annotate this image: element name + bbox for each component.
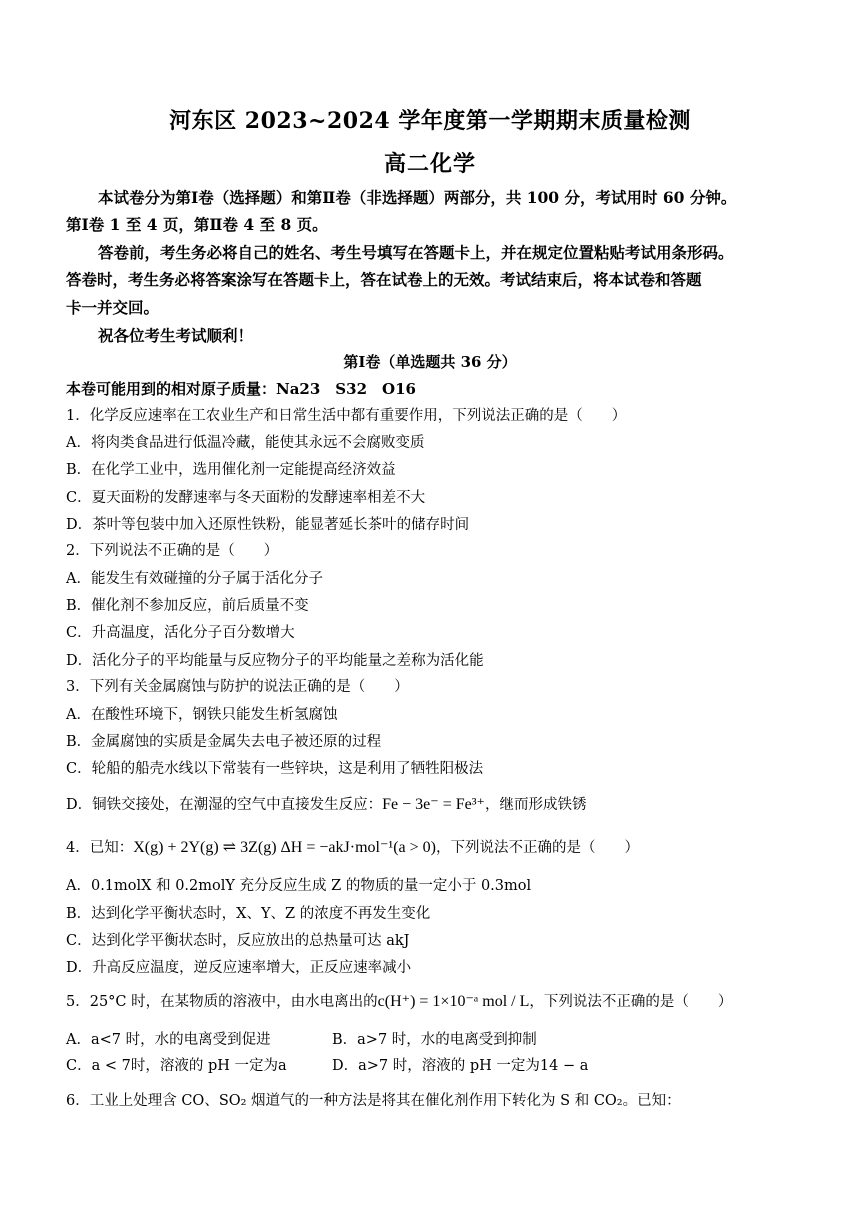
q4-option-d: D．升高反应温度，逆反应速率增大，正反应速率减小 [66, 960, 412, 976]
q3-option-d-pre: D．铜铁交接处，在潮湿的空气中直接发生反应： [66, 797, 383, 813]
q3-stem: 3．下列有关金属腐蚀与防护的说法正确的是（ ） [66, 679, 409, 695]
q1-option-a: A．将肉类食品进行低温冷藏，能使其永远不会腐败变质 [66, 435, 425, 451]
q3-option-d-formula: Fe − 3e⁻ = Fe³⁺ [382, 796, 485, 813]
q1-stem: 1．化学反应速率在工农业生产和日常生活中都有重要作用，下列说法正确的是（ ） [66, 408, 627, 424]
q5-option-c: C．a < 7时，溶液的 pH 一定为a [66, 1058, 287, 1074]
q6-stem: 6．工业上处理含 CO、SO₂ 烟道气的一种方法是将其在催化剂作用下转化为 S 和 CO₂。已知： [66, 1093, 681, 1109]
q2-stem [66, 539, 278, 560]
q2-stem-emphasis: 不正确 [147, 543, 192, 559]
q4-stem-post: ，下列说法不正确的是（ ） [435, 840, 639, 856]
q4-option-c: C．达到化学平衡状态时，反应放出的总热量可达 akJ [66, 933, 410, 949]
intro-line-5: 卡一并交回。 [66, 298, 160, 317]
q1-option-d: D．茶叶等包装中加入还原性铁粉，能显著延长茶叶的储存时间 [66, 517, 470, 533]
intro-line-2: 第Ⅰ卷 1 至 4 页，第Ⅱ卷 4 至 8 页。 [66, 215, 328, 234]
q4-option-a: A．0.1molX 和 0.2molY 充分反应生成 Z 的物质的量一定小于 0.3mol [66, 878, 532, 894]
q2-option-b: B．催化剂不参加反应，前后质量不变 [66, 598, 309, 614]
q5-stem [66, 990, 732, 1011]
q5-stem-post: ，下列说法不正确的是（ ） [529, 994, 733, 1010]
q5-option-d: D．a>7 时，溶液的 pH 一定为14 − a [332, 1058, 589, 1074]
q5-option-b: B．a>7 时，水的电离受到抑制 [332, 1032, 537, 1048]
q4-stem-pre: 4．已知： [66, 840, 134, 856]
q3-option-b: B．金属腐蚀的实质是金属失去电子被还原的过程 [66, 734, 382, 750]
atomic-masses: 本卷可能用到的相对原子质量：Na23 S32 O16 [66, 380, 416, 398]
q4-stem [66, 836, 639, 857]
intro-line-1: 本试卷分为第Ⅰ卷（选择题）和第Ⅱ卷（非选择题）两部分，共 100 分，考试用时 60 分钟。 [98, 188, 737, 207]
intro-wish: 祝各位考生考试顺利！ [98, 326, 254, 345]
q1-option-c: C．夏天面粉的发酵速率与冬天面粉的发酵速率相差不大 [66, 490, 426, 506]
q3-option-d [66, 793, 586, 814]
q3-option-c: C．轮船的船壳水线以下常装有一些锌块，这是利用了牺牲阳极法 [66, 761, 484, 777]
intro-line-3: 答卷前，考生务必将自己的姓名、考生号填写在答题卡上，并在规定位置粘贴考试用条形码。 [98, 243, 734, 262]
q2-stem-pre: 2．下列说法 [66, 543, 148, 559]
exam-title: 河东区 2023~2024 学年度第一学期期末质量检测 [169, 108, 691, 134]
q4-equation: X(g) + 2Y(g) ⇌ 3Z(g) ΔH = −akJ·mol⁻¹(a > 0) [133, 839, 436, 856]
q2-stem-post: 的是（ ） [191, 543, 279, 559]
q5-stem-pre: 5．25°C 时，在某物质的溶液中，由水电离出的 [66, 994, 378, 1010]
subject-title: 高二化学 [383, 151, 476, 177]
q4-option-b: B．达到化学平衡状态时，X、Y、Z 的浓度不再发生变化 [66, 906, 431, 922]
q1-option-b: B．在化学工业中，选用催化剂一定能提高经济效益 [66, 462, 396, 478]
q2-option-c: C．升高温度，活化分子百分数增大 [66, 625, 295, 641]
q2-option-d: D．活化分子的平均能量与反应物分子的平均能量之差称为活化能 [66, 653, 484, 669]
q3-option-d-post: ，继而形成铁锈 [484, 797, 587, 813]
q3-option-a: A．在酸性环境下，钢铁只能发生析氢腐蚀 [66, 707, 338, 723]
intro-line-4: 答卷时，考生务必将答案涂写在答题卡上，答在试卷上的无效。考试结束后，将本试卷和答题 [66, 270, 702, 289]
q5-concentration: c(H⁺) = 1×10⁻ᵃ mol / L [377, 993, 530, 1010]
q2-option-a: A．能发生有效碰撞的分子属于活化分子 [66, 571, 323, 587]
section-title: 第Ⅰ卷（单选题共 36 分） [343, 353, 517, 371]
q5-option-a: A．a<7 时，水的电离受到促进 [66, 1032, 271, 1048]
